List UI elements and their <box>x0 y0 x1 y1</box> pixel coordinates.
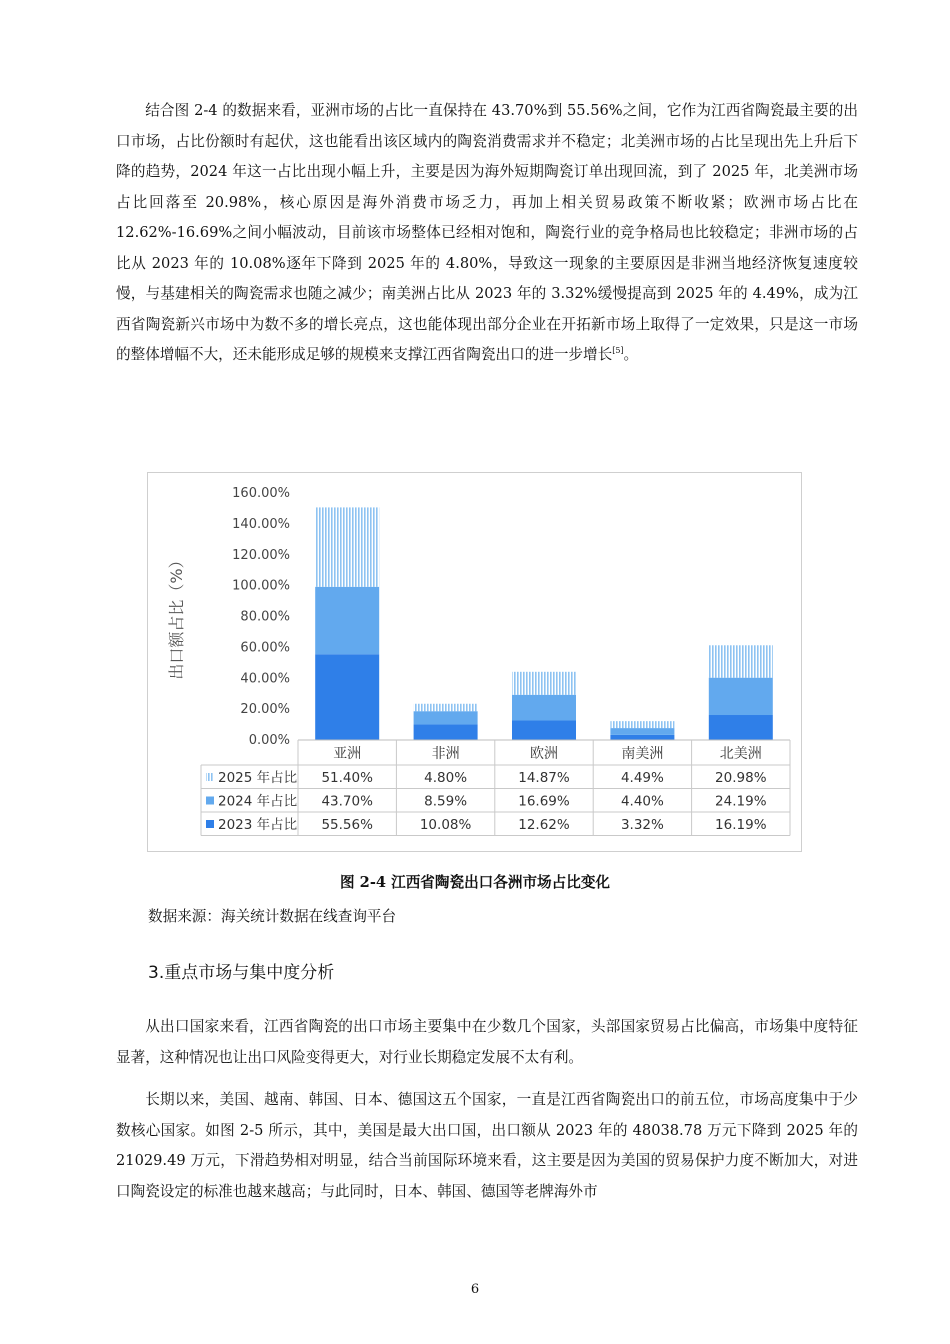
data-label: 16.69% <box>518 793 570 810</box>
bar-非洲-series-2 <box>414 704 478 711</box>
x-tick-label: 南美洲 <box>621 746 664 762</box>
bar-非洲-series-0 <box>414 724 478 740</box>
y-tick-label: 60.00% <box>240 640 290 656</box>
figure-caption: 图 2-4 江西省陶瓷出口各洲市场占比变化 <box>339 874 611 891</box>
paragraph-1-end: 。 <box>623 346 639 363</box>
bar-欧洲-series-0 <box>512 721 576 740</box>
legend-swatch-1 <box>206 797 214 805</box>
data-label: 16.19% <box>715 817 767 833</box>
y-tick-label: 100.00% <box>232 578 290 594</box>
data-source: 数据来源：海关统计数据在线查询平台 <box>148 908 397 925</box>
figure-chart <box>147 472 802 852</box>
data-label: 8.59% <box>424 793 468 810</box>
bar-亚洲-series-1 <box>315 587 379 654</box>
data-label: 3.32% <box>620 817 664 833</box>
data-label: 51.40% <box>321 770 373 786</box>
y-tick-label: 0.00% <box>248 733 290 748</box>
data-label: 43.70% <box>321 793 373 810</box>
paragraph-3: 长期以来，美国、越南、韩国、日本、德国这五个国家，一直是江西省陶瓷出口的前五位，市场高度集中于少数核心国家。如图 2-5 所示，其中，美国是最大出口国，出口额从 2023 年的 48038.78 万元下降到 2025 年的 21029.49 万元，下滑趋势相对明显，结合当前国际环境来看，这主要是因为美国的贸易保护力度不断加大，对进口陶瓷设定的标准也越来越高；与此同时，日本、韩国、德国等老牌海外市 <box>116 1091 858 1200</box>
paragraph-1 <box>116 96 858 371</box>
paragraph-2: 从出口国家来看，江西省陶瓷的出口市场主要集中在少数几个国家，头部国家贸易占比偏高，市场集中度特征显著，这种情况也让出口风险变得更大，对行业长期稳定发展不太有利。 <box>116 1018 858 1066</box>
y-tick-label: 40.00% <box>240 671 290 687</box>
data-label: 4.49% <box>620 770 664 786</box>
bar-南美洲-series-0 <box>610 735 674 740</box>
bar-北美洲-series-2 <box>709 645 773 677</box>
page-number: 6 <box>470 1282 480 1297</box>
legend-swatch-2 <box>206 773 214 781</box>
y-tick-label: 160.00% <box>232 486 290 501</box>
bar-亚洲-series-0 <box>315 654 379 740</box>
y-tick-label: 20.00% <box>240 702 290 718</box>
data-label: 20.98% <box>715 770 767 786</box>
bar-南美洲-series-1 <box>610 728 674 735</box>
data-label: 24.19% <box>715 793 767 810</box>
y-axis-label: 出口额占比（%） <box>167 552 186 680</box>
citation-ref: [5] <box>612 346 624 356</box>
y-tick-label: 80.00% <box>240 609 290 625</box>
legend-label: 2024 年占比 <box>218 793 298 810</box>
bar-北美洲-series-0 <box>709 715 773 740</box>
bar-非洲-series-1 <box>414 711 478 724</box>
data-label: 12.62% <box>518 817 570 833</box>
data-label: 14.87% <box>518 770 570 786</box>
chart-svg <box>148 473 801 851</box>
x-tick-label: 亚洲 <box>333 746 362 762</box>
x-tick-label: 非洲 <box>431 746 460 762</box>
legend-swatch-0 <box>206 820 214 828</box>
bar-亚洲-series-2 <box>315 507 379 586</box>
bar-欧洲-series-1 <box>512 695 576 721</box>
y-tick-label: 120.00% <box>232 547 290 563</box>
x-tick-label: 北美洲 <box>719 746 762 762</box>
x-tick-label: 欧洲 <box>530 746 558 762</box>
data-label: 55.56% <box>321 817 373 833</box>
legend-label: 2023 年占比 <box>218 817 298 833</box>
paragraph-1-text: 结合图 2-4 的数据来看，亚洲市场的占比一直保持在 43.70%到 55.56%之间，它作为江西省陶瓷最主要的出口市场，占比份额时有起伏，这也能看出该区域内的陶瓷消费需求并不稳定；北美洲市场的占比呈现出先上升后下降的趋势，2024 年这一占比出现小幅上升，主要是因为海外短期陶瓷订单出现回流，到了 2025 年，北美洲市场占比回落至 20.98%，核心原因是海外消费市场乏力，再加上相关贸易政策不断收紧；欧洲市场占比在 12.62%-16.69%之间小幅波动，目前该市场整体已经相对饱和，陶瓷行业的竞争格局也比较稳定；非洲市场的占比从 2023 年的 10.08%逐年下降到 2025 年的 4.80%，导致这一现象的主要原因是非洲当地经济恢复速度较慢，与基建相关的陶瓷需求也随之减少；南美洲占比从 2023 年的 3.32%缓慢提高到 2025 年的 4.49%，成为江西省陶瓷新兴市场中为数不多的增长亮点，这也能体现出部分企业在开拓新市场上取得了一定效果，只是这一市场的整体增幅不大，还未能形成足够的规模来支撑江西省陶瓷出口的进一步增长 <box>116 102 858 363</box>
section-heading: 3.重点市场与集中度分析 <box>148 963 335 983</box>
data-label: 4.80% <box>424 770 468 786</box>
legend-label: 2025 年占比 <box>218 770 298 786</box>
bar-南美洲-series-2 <box>610 721 674 728</box>
y-tick-label: 140.00% <box>232 516 290 532</box>
data-label: 10.08% <box>419 817 472 833</box>
bar-欧洲-series-2 <box>512 672 576 695</box>
bar-北美洲-series-1 <box>709 678 773 715</box>
data-label: 4.40% <box>620 793 664 810</box>
